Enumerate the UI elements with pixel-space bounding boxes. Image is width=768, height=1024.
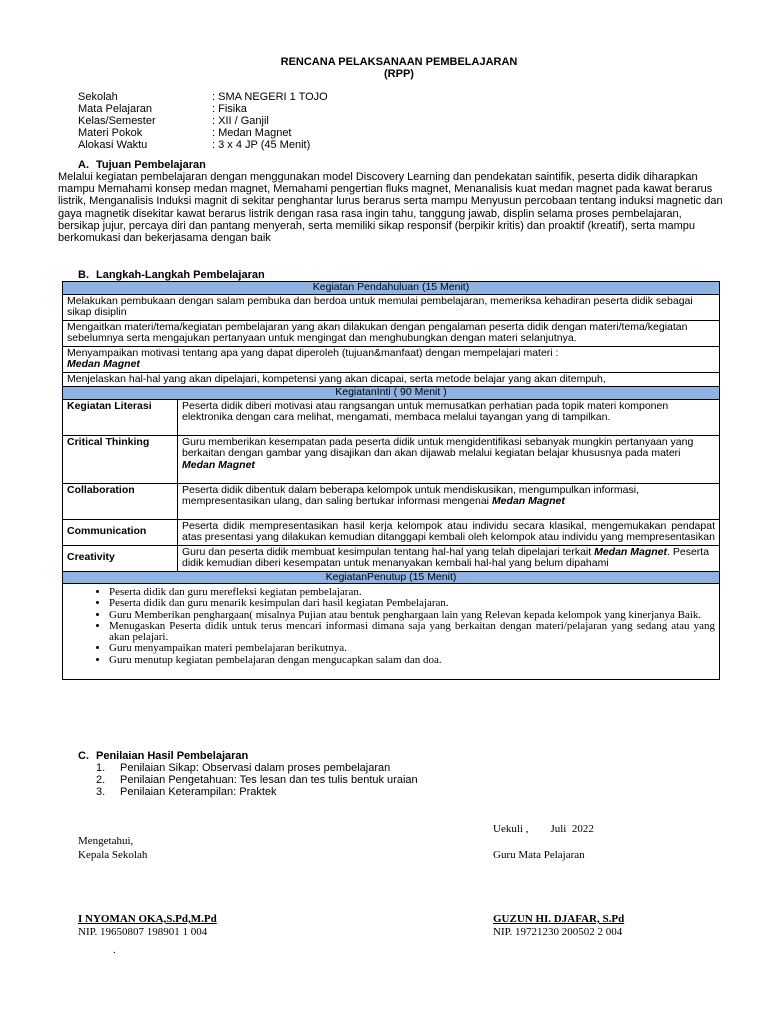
section-letter: B. xyxy=(78,269,89,281)
item-number: 3. xyxy=(96,786,106,798)
langkah-table xyxy=(62,281,720,680)
cell-text: Mengaitkan materi/tema/kegiatan pembelajaran yang akan dilakukan dengan pengalaman peserta didik dengan materi/tema/kegiatan sebelumnya serta mengajukan pertanyaan untuk mengingat dan menghubungkan dengan materi selanjutnya. xyxy=(67,320,688,344)
section-letter: A. xyxy=(78,159,89,171)
cell-emphasis: Medan Magnet xyxy=(491,495,565,507)
inti-row-text xyxy=(178,399,720,435)
footnote-dot: . xyxy=(113,944,116,956)
table-header-row xyxy=(63,387,720,400)
penutup-list xyxy=(67,587,715,666)
inti-row-label: Communication xyxy=(63,519,178,545)
penutup-title: KegiatanPenutup (15 Menit) xyxy=(63,571,720,584)
list-item: • Menugaskan Peserta didik untuk terus mencari informasi dimana saja yang berkaitan dengan materi/pelajaran yang sedang atau yang akan pelajari. xyxy=(109,621,715,644)
pendahuluan-cell xyxy=(63,372,720,387)
cell-text: Guru dan peserta didik membuat kesimpulan tentang hal-hal yang telah dipelajari terkait xyxy=(182,545,592,558)
table-header-row xyxy=(63,571,720,584)
inti-row-label: Creativity xyxy=(63,545,178,571)
cell-emphasis: Medan Magnet xyxy=(594,545,668,558)
item-text: Penilaian Keterampilan: Praktek xyxy=(120,786,277,798)
inti-row-label: Kegiatan Literasi xyxy=(63,399,178,435)
kepala-sekolah-label: Kepala Sekolah xyxy=(78,849,148,861)
kepala-sekolah-name: I NYOMAN OKA,S.Pd,M.Pd xyxy=(78,913,217,925)
section-title: Penilaian Hasil Pembelajaran xyxy=(96,750,249,762)
guru-nip: NIP. 19721230 200502 2 004 xyxy=(493,926,623,938)
table-row xyxy=(63,519,720,545)
document-subtitle: (RPP) xyxy=(384,68,414,80)
item-text: Penilaian Pengetahuan: Tes lesan dan tes tulis bentuk uraian xyxy=(120,774,418,786)
pendahuluan-cell xyxy=(63,320,720,346)
cell-text: Menjelaskan hal-hal yang akan dipelajari, kompetensi yang akan dicapai, serta metode belajar yang akan ditempuh, xyxy=(67,372,606,385)
section-title: Tujuan Pembelajaran xyxy=(96,159,206,171)
info-value: : SMA NEGERI 1 TOJO xyxy=(212,91,328,103)
table-row xyxy=(63,584,720,680)
inti-title: KegiatanInti ( 90 Menit ) xyxy=(63,387,720,400)
document-title: RENCANA PELAKSANAAN PEMBELAJARAN xyxy=(280,56,518,68)
table-row xyxy=(63,483,720,519)
inti-row-label: Collaboration xyxy=(63,483,178,519)
cell-emphasis: Medan Magnet xyxy=(67,358,140,370)
inti-row-text xyxy=(178,545,720,571)
table-row xyxy=(63,320,720,346)
cell-text: Menyampaikan motivasi tentang apa yang dapat diperoleh (tujuan&manfaat) dengan mempelajari materi : xyxy=(67,346,559,359)
list-item: • Guru menyampaikan materi pembelajaran berikutnya. xyxy=(109,643,715,654)
penutup-cell xyxy=(63,584,720,680)
inti-row-text xyxy=(178,483,720,519)
pendahuluan-cell xyxy=(63,294,720,320)
info-label: Alokasi Waktu xyxy=(78,139,148,151)
list-item: • Peserta didik dan guru merefleksi kegiatan pembelajaran. xyxy=(109,587,715,598)
penilaian-item xyxy=(96,786,277,798)
list-item: • Guru Memberikan penghargaan( misalnya Pujian atau bentuk penghargaan lain yang Relevan kepada kelompok yang kinerjanya Baik. xyxy=(109,610,715,621)
table-row xyxy=(63,294,720,320)
info-label: Materi Pokok xyxy=(78,127,143,139)
info-value: : 3 x 4 JP (45 Menit) xyxy=(212,139,311,151)
section-a-heading xyxy=(78,159,206,171)
info-label: Mata Pelajaran xyxy=(78,103,152,115)
section-b-heading xyxy=(78,269,265,281)
section-c-heading xyxy=(78,750,248,762)
cell-emphasis: Medan Magnet xyxy=(182,458,255,471)
guru-name: GUZUN HI. DJAFAR, S.Pd xyxy=(493,913,625,925)
cell-text: Guru memberikan kesempatan pada peserta didik untuk mengidentifikasi sebanyak mungkin pertanyaan yang berkaitan dengan gambar yang disajikan dan akan dijawab melalui kegiatan belajar khususnya pada materi xyxy=(182,435,694,459)
guru-label: Guru Mata Pelajaran xyxy=(493,849,585,861)
cell-text-after: . Peserta didik kemudian diberi kesempatan untuk menanyakan kembali hal-hal yang belum dipahami xyxy=(182,545,710,569)
pendahuluan-title: Kegiatan Pendahuluan (15 Menit) xyxy=(63,282,720,295)
section-letter: C. xyxy=(78,750,89,762)
cell-text: Melakukan pembukaan dengan salam pembuka dan berdoa untuk memulai pembelajaran, memeriksa kehadiran peserta didik sebagai sikap disiplin xyxy=(67,294,693,318)
penilaian-item xyxy=(96,762,390,774)
place-date: Uekuli , Juli 2022 xyxy=(493,823,594,835)
kepala-sekolah-nip: NIP. 19650807 198901 1 004 xyxy=(78,926,208,938)
info-label: Sekolah xyxy=(78,91,118,103)
table-row xyxy=(63,399,720,435)
table-row xyxy=(63,435,720,483)
table-row xyxy=(63,545,720,571)
inti-row-text xyxy=(178,435,720,483)
cell-text: Peserta didik diberi motivasi atau rangsangan untuk memusatkan perhatian pada topik materi komponen elektronika dengan cara melihat, mengamati, membaca melalui tayangan yang di tampilkan. xyxy=(182,399,669,423)
info-value: : XII / Ganjil xyxy=(212,115,269,127)
tujuan-paragraph: Melalui kegiatan pembelajaran dengan menggunakan model Discovery Learning dan pendekatan saintifik, peserta didik diharapkan mampu Memahami konsep medan magnet, Memahami pengertian fluks magnet, Menanalisis kuat medan magnet pada kawat berarus listrik, Menganalisis Induksi magnit di sekitar penghantar lurus berarus serta mampu Menyusun percobaan tentang induksi magnetic dan gaya magnetik disekitar kawat berarus listrik dengan rasa rasa ingin tahu, tanggung jawab, displin selama proses pembelajaran, bersikap jujur, percaya diri dan pantang menyerah, serta memiliki sikap responsif (berpikir kritis) dan proaktif (kreatif), serta mampu berkomukasi dan bekerjasama dengan baik xyxy=(58,171,723,245)
table-row xyxy=(63,372,720,387)
inti-row-text xyxy=(178,519,720,545)
pendahuluan-cell xyxy=(63,346,720,372)
cell-text: Peserta didik mempresentasikan hasil kerja kelompok atau individu secara klasikal, mengemukakan pendapat atas presentasi yang dilakukan kemudian ditanggapi kembali oleh kelompok atau individu yang mempresentasikan xyxy=(182,519,715,543)
table-header-row xyxy=(63,282,720,295)
table-row xyxy=(63,346,720,372)
inti-row-label: Critical Thinking xyxy=(63,435,178,483)
cell-text: Peserta didik dibentuk dalam beberapa kelompok untuk mendiskusikan, mengumpulkan informasi, mempresentasikan ulang, dan saling bertukar informasi mengenai xyxy=(182,483,640,507)
item-text: Penilaian Sikap: Observasi dalam proses pembelajaran xyxy=(120,762,391,774)
mengetahui-label: Mengetahui, xyxy=(78,835,134,847)
section-title: Langkah-Langkah Pembelajaran xyxy=(96,269,265,281)
list-item: • Guru menutup kegiatan pembelajaran dengan mengucapkan salam dan doa. xyxy=(109,655,715,666)
item-number: 1. xyxy=(96,762,106,774)
item-number: 2. xyxy=(96,774,106,786)
info-label: Kelas/Semester xyxy=(78,115,156,127)
list-item: • Peserta didik dan guru menarik kesimpulan dari hasil kegiatan Pembelajaran. xyxy=(109,598,715,609)
penilaian-item xyxy=(96,774,418,786)
info-value: : Fisika xyxy=(212,103,247,115)
info-value: : Medan Magnet xyxy=(212,127,292,139)
